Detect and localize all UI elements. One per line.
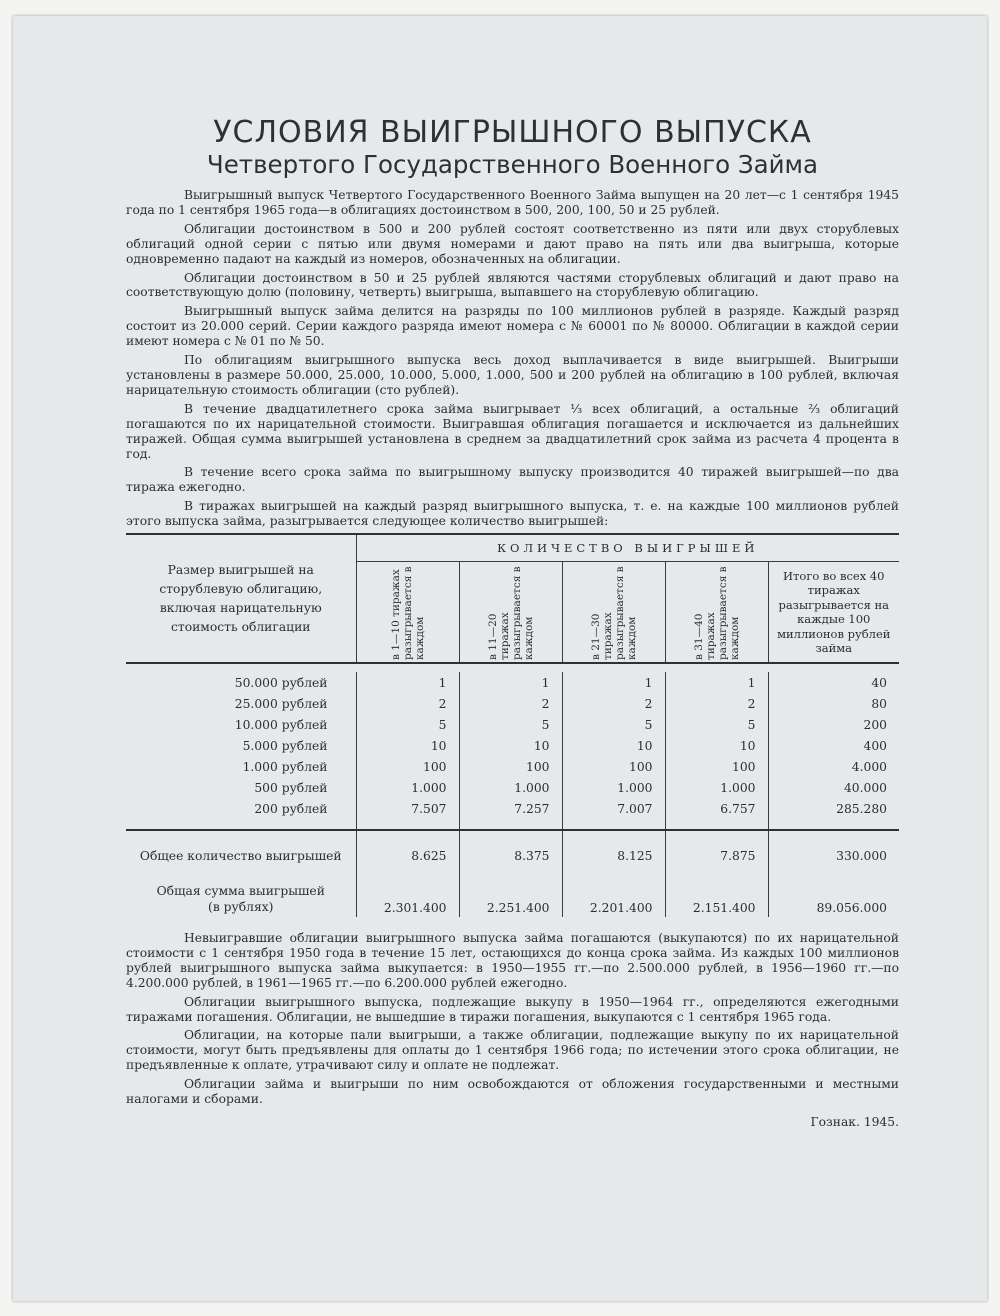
paragraph: Облигации достоинством в 50 и 25 рублей являются частями сторублевых облигаций и дают право на соответствующую долю (половину, четверть) выигрыша, выпавшего на сторублевую облигацию. [126, 270, 899, 300]
paragraph: В течение двадцатилетнего срока займа выигрывает ⅓ всех облигаций, а остальные ⅔ облигаций погашаются по их нарицательной стоимости. Выигравшая облигация погашается и исключается из дальнейших тиражей. Общая сумма выигрышей установлена в среднем за двадцатилетний срок займа из расчета 4 процента в год. [126, 401, 899, 461]
cell: 5 [356, 714, 459, 735]
cell: 10 [665, 735, 768, 756]
table-row [126, 756, 899, 777]
total-column-header: Итого во всех 40 тиражах разыгрывается на каждые 100 миллионов рублей займа [768, 562, 899, 664]
column-header-draws-31-40 [665, 562, 768, 664]
paragraph: Выигрышный выпуск Четвертого Государственного Военного Займа выпущен на 20 лет—с 1 сентября 1945 года по 1 сентября 1965 года—в облигациях достоинством в 500, 200, 100, 50 и 25 рублей. [126, 188, 899, 217]
column-header-label: в 11—20 тиражах разыгрывается в каждом [486, 566, 535, 661]
cell-total: 330.000 [768, 843, 899, 869]
document-sheet [13, 16, 987, 1301]
paragraph: Облигации достоинством в 500 и 200 рублей состоят соответственно из пяти или двух сторублевых облигаций одной серии с пятью или двумя номерами и дают право на пять или два выигрыша, которые одновременно падают на каждый из номеров, обозначенных на облигации. [126, 221, 899, 266]
paragraph: Невыигравшие облигации выигрышного выпуска займа погашаются (выкупаются) по их нарицательной стоимости с 1 сентября 1950 года в течение 15 лет, остающихся до конца срока займа. Из каждых 100 миллионов рублей выигрышного выпуска займа выкупается: в 1950—1955 гг.—по 2.500.000 рублей, в 1956—1960 гг.—по 4.200.000 рублей, в 1961—1965 гг.—по 6.200.000 рублей ежегодно. [126, 931, 899, 990]
total-sum-row [126, 869, 899, 917]
cell: 1 [356, 672, 459, 693]
cell: 2.301.400 [356, 869, 459, 917]
cell: 5 [562, 714, 665, 735]
column-header-draws-21-30 [562, 562, 665, 664]
paragraph: По облигациям выигрышного выпуска весь доход выплачивается в виде выигрышей. Выигрыши установлены в размере 50.000, 25.000, 10.000, 5.000, 1.000, 500 и 200 рублей на облигацию в 100 рублей, включая нарицательную стоимость облигации (сто рублей). [126, 353, 899, 397]
cell: 2 [665, 693, 768, 714]
prize-size: 5.000 рублей [242, 738, 328, 753]
document-title: УСЛОВИЯ ВЫИГРЫШНОГО ВЫПУСКА [213, 115, 812, 150]
cell: 10 [459, 735, 562, 756]
column-header-label: в 31—40 тиражах разыгрывается в каждом [692, 566, 741, 661]
paragraph: Облигации, на которые пали выигрыши, а также облигации, подлежащие выкупу по их нарицательной стоимости, могут быть предъявлены для оплаты до 1 сентября 1966 года; по истечении этого срока облигации, не предъявленные к оплате, утрачивают силу и оплате не подлежат. [126, 1028, 899, 1073]
document-body [126, 116, 899, 1129]
paragraph: В тиражах выигрышей на каждый разряд выигрышного выпуска, т. е. на каждые 100 миллионов рублей этого выпуска займа, разыгрывается следующее количество выигрышей: [126, 499, 899, 529]
cell: 1 [562, 672, 665, 693]
cell: 10 [562, 735, 665, 756]
cell-total: 89.056.000 [768, 869, 899, 917]
cell: 7.875 [665, 843, 768, 869]
cell: 100 [562, 756, 665, 777]
cell: 7.507 [356, 798, 459, 819]
cell: 6.757 [665, 798, 768, 819]
cell-total: 200 [768, 714, 899, 735]
cell: 10 [356, 735, 459, 756]
cell: 100 [665, 756, 768, 777]
table-caption: КОЛИЧЕСТВО ВЫИГРЫШЕЙ [356, 534, 899, 562]
paragraph: В течение всего срока займа по выигрышному выпуску производится 40 тиражей выигрышей—по два тиража ежегодно. [126, 465, 899, 495]
cell: 7.257 [459, 798, 562, 819]
cell-total: 285.280 [768, 798, 899, 819]
cell: 1.000 [356, 777, 459, 798]
column-header-label: в 21—30 тиражах разыгрывается в каждом [589, 566, 638, 661]
cell: 1 [665, 672, 768, 693]
prize-size: 50.000 рублей [234, 675, 328, 690]
cell-total: 80 [768, 693, 899, 714]
cell-total: 40 [768, 672, 899, 693]
table-row [126, 798, 899, 819]
cell: 8.625 [356, 843, 459, 869]
printer-imprint: Гознак. 1945. [810, 1115, 899, 1129]
document-subtitle: Четвертого Государственного Военного Займа [206, 150, 819, 179]
cell: 7.007 [562, 798, 665, 819]
table-row [126, 714, 899, 735]
size-column-header: Размер выигрышей на сторублевую облигацию, включая нарицательную стоимость облигации [126, 534, 356, 663]
table-row [126, 693, 899, 714]
prize-size: 1.000 рублей [242, 759, 328, 774]
cell: 100 [459, 756, 562, 777]
cell: 5 [665, 714, 768, 735]
total-count-label: Общее количество выигрышей [139, 849, 342, 864]
paragraph: Выигрышный выпуск займа делится на разряды по 100 миллионов рублей в разряде. Каждый разряд состоит из 20.000 серий. Серии каждого разряда имеют номера с № 60001 по № 80000. Облигации в каждой серии имеют номера с № 01 по № 50. [126, 304, 899, 349]
winnings-table [126, 533, 899, 917]
cell: 1.000 [459, 777, 562, 798]
cell: 2 [562, 693, 665, 714]
cell: 1.000 [665, 777, 768, 798]
prize-size: 10.000 рублей [234, 717, 328, 732]
cell: 1 [459, 672, 562, 693]
total-sum-label-line1: Общая сумма выигрышей [156, 884, 325, 899]
cell: 8.125 [562, 843, 665, 869]
cell: 8.375 [459, 843, 562, 869]
cell: 2.201.400 [562, 869, 665, 917]
total-sum-label [126, 869, 356, 917]
closing-section [126, 931, 899, 1107]
cell-total: 400 [768, 735, 899, 756]
table-row [126, 777, 899, 798]
cell: 1.000 [562, 777, 665, 798]
table-row [126, 735, 899, 756]
cell: 100 [356, 756, 459, 777]
total-count-row [126, 843, 899, 869]
column-header-draws-11-20 [459, 562, 562, 664]
cell-total: 4.000 [768, 756, 899, 777]
cell: 5 [459, 714, 562, 735]
cell: 2.251.400 [459, 869, 562, 917]
total-sum-label-line2: (в рублях) [208, 900, 274, 915]
paragraph: Облигации выигрышного выпуска, подлежащие выкупу в 1950—1964 гг., определяются ежегодными тиражами погашения. Облигации, не вышедшие в тиражи погашения, выкупаются с 1 сентября 1965 года. [126, 994, 899, 1024]
prize-size: 200 рублей [254, 801, 328, 816]
column-header-draws-1-10 [356, 562, 459, 664]
table-row [126, 672, 899, 693]
paragraph: Облигации займа и выигрыши по ним освобождаются от обложения государственными и местными налогами и сборами. [126, 1077, 899, 1107]
cell: 2.151.400 [665, 869, 768, 917]
prize-size: 500 рублей [254, 780, 328, 795]
prize-size: 25.000 рублей [234, 696, 328, 711]
column-header-label: в 1—10 тиражах разыгрывается в каждом [389, 566, 426, 661]
cell-total: 40.000 [768, 777, 899, 798]
cell: 2 [459, 693, 562, 714]
cell: 2 [356, 693, 459, 714]
